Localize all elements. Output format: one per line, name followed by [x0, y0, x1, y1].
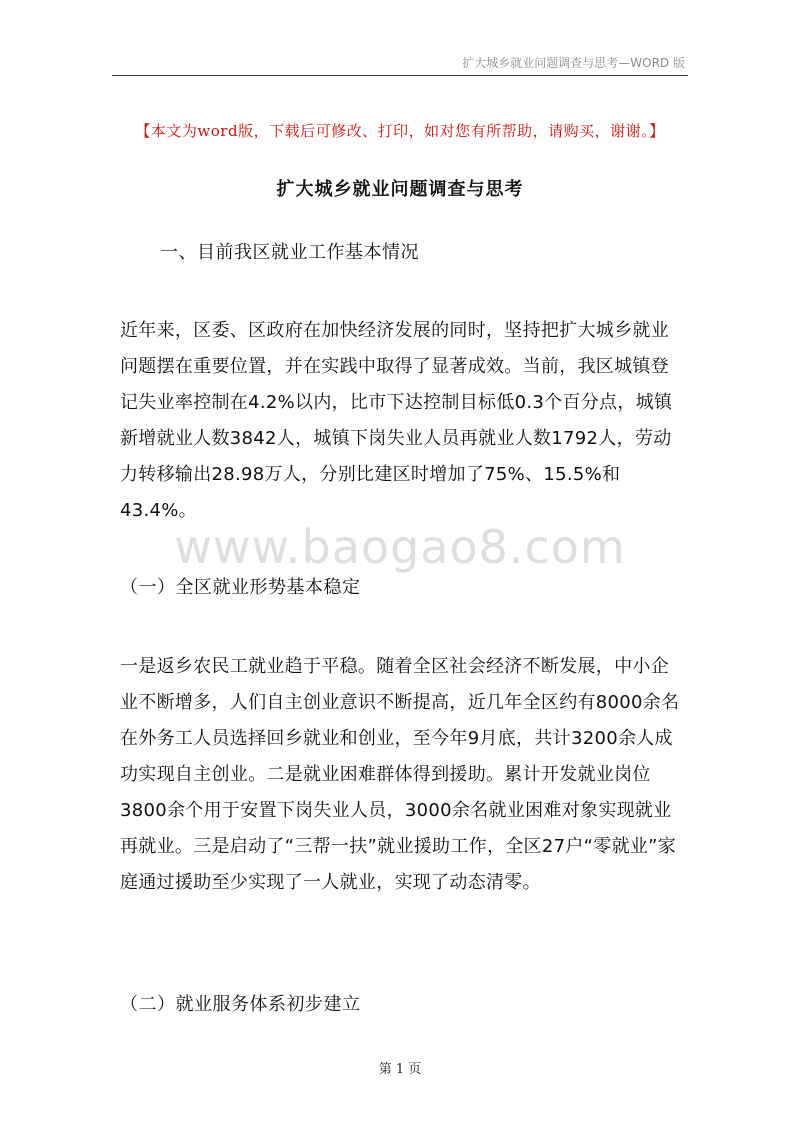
paragraph-overview: 近年来，区委、区政府在加快经济发展的同时，坚持把扩大城乡就业问题摆在重要位置，并在实践中取得了显著成效。当前，我区城镇登记失业率控制在4.2%以内，比市下达控制目标低0.3个百分点，城镇新增就业人数3842人，城镇下岗失业人员再就业人数1792人，劳动力转移输出28.98万人，分别比建区时增加了75%、15.5%和43.4%。	[120, 320, 673, 521]
watermark: www.baogao8.com	[174, 520, 626, 574]
document-title: 扩大城乡就业问题调查与思考	[276, 179, 524, 200]
running-header: 扩大城乡就业问题调查与思考—WORD 版	[462, 56, 685, 70]
section-heading-1: 一、目前我区就业工作基本情况	[160, 242, 419, 263]
download-notice: 【本文为word版，下载后可修改、打印，如对您有所帮助，请购买，谢谢。】	[135, 122, 665, 140]
section-heading-3: （二）就业服务体系初步建立	[120, 994, 361, 1015]
section-heading-2: （一）全区就业形势基本稳定	[120, 577, 361, 598]
header-divider	[112, 75, 688, 76]
paragraph-employment-situation: 一是返乡农民工就业趋于平稳。随着全区社会经济不断发展，中小企业不断增多，人们自主创业意识不断提高，近几年全区约有8000余名在外务工人员选择回乡就业和创业，至今年9月底，共计3200余人成功实现自主创业。二是就业困难群体得到援助。累计开发就业岗位3800余个用于安置下岗失业人员，3000余名就业困难对象实现就业再就业。三是启动了“三帮一扶”就业援助工作，全区27户“零就业”家庭通过援助至少实现了一人就业，实现了动态清零。	[120, 656, 680, 893]
page-number: 第 1 页	[378, 1062, 422, 1077]
